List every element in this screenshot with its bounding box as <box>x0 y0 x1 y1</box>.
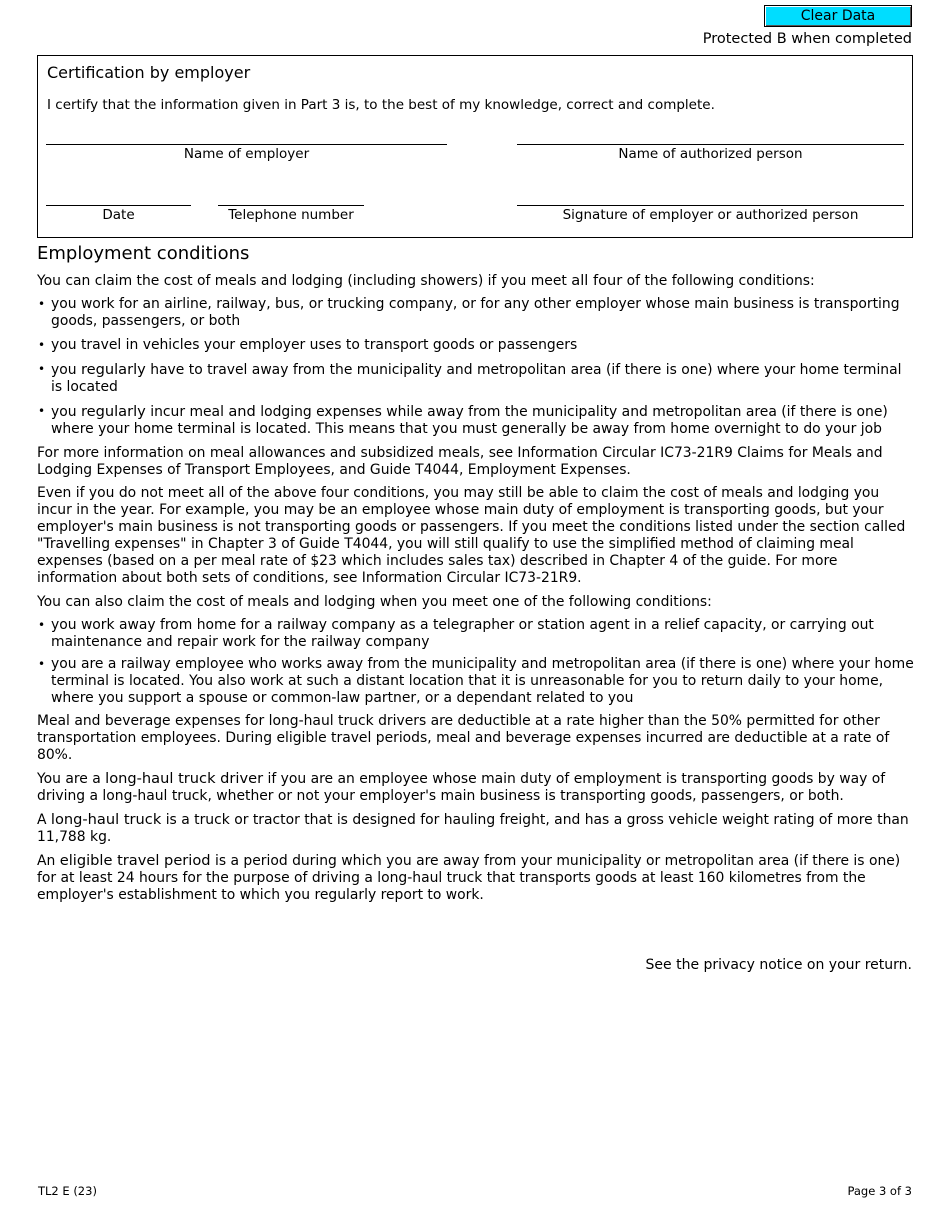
list-item: • you work away from home for a railway company as a telegrapher or station agent in a relief capacity, or carrying out maintenance and repair work for the railway company <box>37 617 915 651</box>
list-item: • you regularly incur meal and lodging expenses while away from the municipality and metropolitan area (if there is one) where your home terminal is located. This means that you must generally be away from home overnight to do your job <box>37 403 915 438</box>
conditions-intro: You can claim the cost of meals and lodging (including showers) if you meet all four of the following conditions: <box>37 272 815 289</box>
also-claim-intro: You can also claim the cost of meals and lodging when you meet one of the following conditions: <box>37 593 712 610</box>
authorized-person-label: Name of authorized person <box>618 146 803 162</box>
four-conditions-list <box>37 296 915 438</box>
signature-label: Signature of employer or authorized person <box>562 207 859 223</box>
more-info-paragraph: For more information on meal allowances and subsidized meals, see Information Circular IC73-21R9 Claims for Meals and Lodging Expenses of Transport Employees, and Guide T4044, Employment Expenses. <box>37 445 883 478</box>
list-item: • you travel in vehicles your employer uses to transport goods or passengers <box>37 337 915 354</box>
date-field[interactable] <box>46 205 191 206</box>
authorized-person-field[interactable] <box>517 144 904 145</box>
privacy-notice: See the privacy notice on your return. <box>645 957 912 973</box>
employment-conditions-title: Employment conditions <box>37 243 250 264</box>
certification-title: Certification by employer <box>47 63 251 82</box>
telephone-label: Telephone number <box>228 207 354 223</box>
employer-name-label: Name of employer <box>183 146 310 162</box>
one-condition-list <box>37 617 915 707</box>
telephone-field[interactable] <box>218 205 364 206</box>
certification-statement: I certify that the information given in Part 3 is, to the best of my knowledge, correct and complete. <box>47 97 715 113</box>
employment-conditions-body <box>37 272 915 910</box>
meal-beverage-paragraph: Meal and beverage expenses for long-haul truck drivers are deductible at a rate higher than the 50% permitted for other transportation employees. During eligible travel periods, meal and beverage expenses incurred are deductible at a rate of 80%. <box>37 713 890 763</box>
page-number: Page 3 of 3 <box>847 1184 912 1198</box>
list-item: • you are a railway employee who works away from the municipality and metropolitan area (if there is one) where your home terminal is located. You also work at such a distant location that it is unreasonable for you to return daily to your home, where you support a spouse or common-law partner, or a dependant related to you <box>37 656 915 707</box>
employer-name-field[interactable] <box>46 144 447 145</box>
signature-field[interactable] <box>517 205 904 206</box>
even-if-paragraph: Even if you do not meet all of the above four conditions, you may still be able to claim the cost of meals and lodging you incur in the year. For example, you may be an employee whose main duty of employment is transporting goods, but your employer's main business is not transporting goods or passengers. If you meet the conditions listed under the section called "Travelling expenses" in Chapter 3 of Guide T4044, you will still qualify to use the simplified method of claiming meal expenses (based on a per meal rate of $23 which includes sales tax) described in Chapter 4 of the guide. For more information about both sets of conditions, see Information Circular IC73-21R9. <box>37 485 906 586</box>
clear-data-button[interactable]: Clear Data <box>764 5 912 27</box>
long-haul-truck-paragraph: A long-haul truck is a truck or tractor that is designed for hauling freight, and has a gross vehicle weight rating of more than 11,788 kg. <box>37 811 909 845</box>
form-id: TL2 E (23) <box>38 1184 97 1198</box>
eligible-travel-period-paragraph: An eligible travel period is a period during which you are away from your municipality or metropolitan area (if there is one) for at least 24 hours for the purpose of driving a long-haul truck that transports goods at least 160 kilometres from the employer's establishment to which you regularly report to work. <box>37 852 901 903</box>
long-haul-driver-paragraph: You are a long-haul truck driver if you are an employee whose main duty of employment is transporting goods by way of driving a long-haul truck, whether or not your employer's main business is transporting goods, passengers, or both. <box>37 770 886 804</box>
date-label: Date <box>102 207 135 223</box>
list-item: • you work for an airline, railway, bus, or trucking company, or for any other employer whose main business is transporting goods, passengers, or both <box>37 296 915 330</box>
certification-box <box>37 55 913 238</box>
protected-b-notice: Protected B when completed <box>702 31 912 47</box>
list-item: • you regularly have to travel away from the municipality and metropolitan area (if there is one) where your home terminal is located <box>37 361 915 396</box>
